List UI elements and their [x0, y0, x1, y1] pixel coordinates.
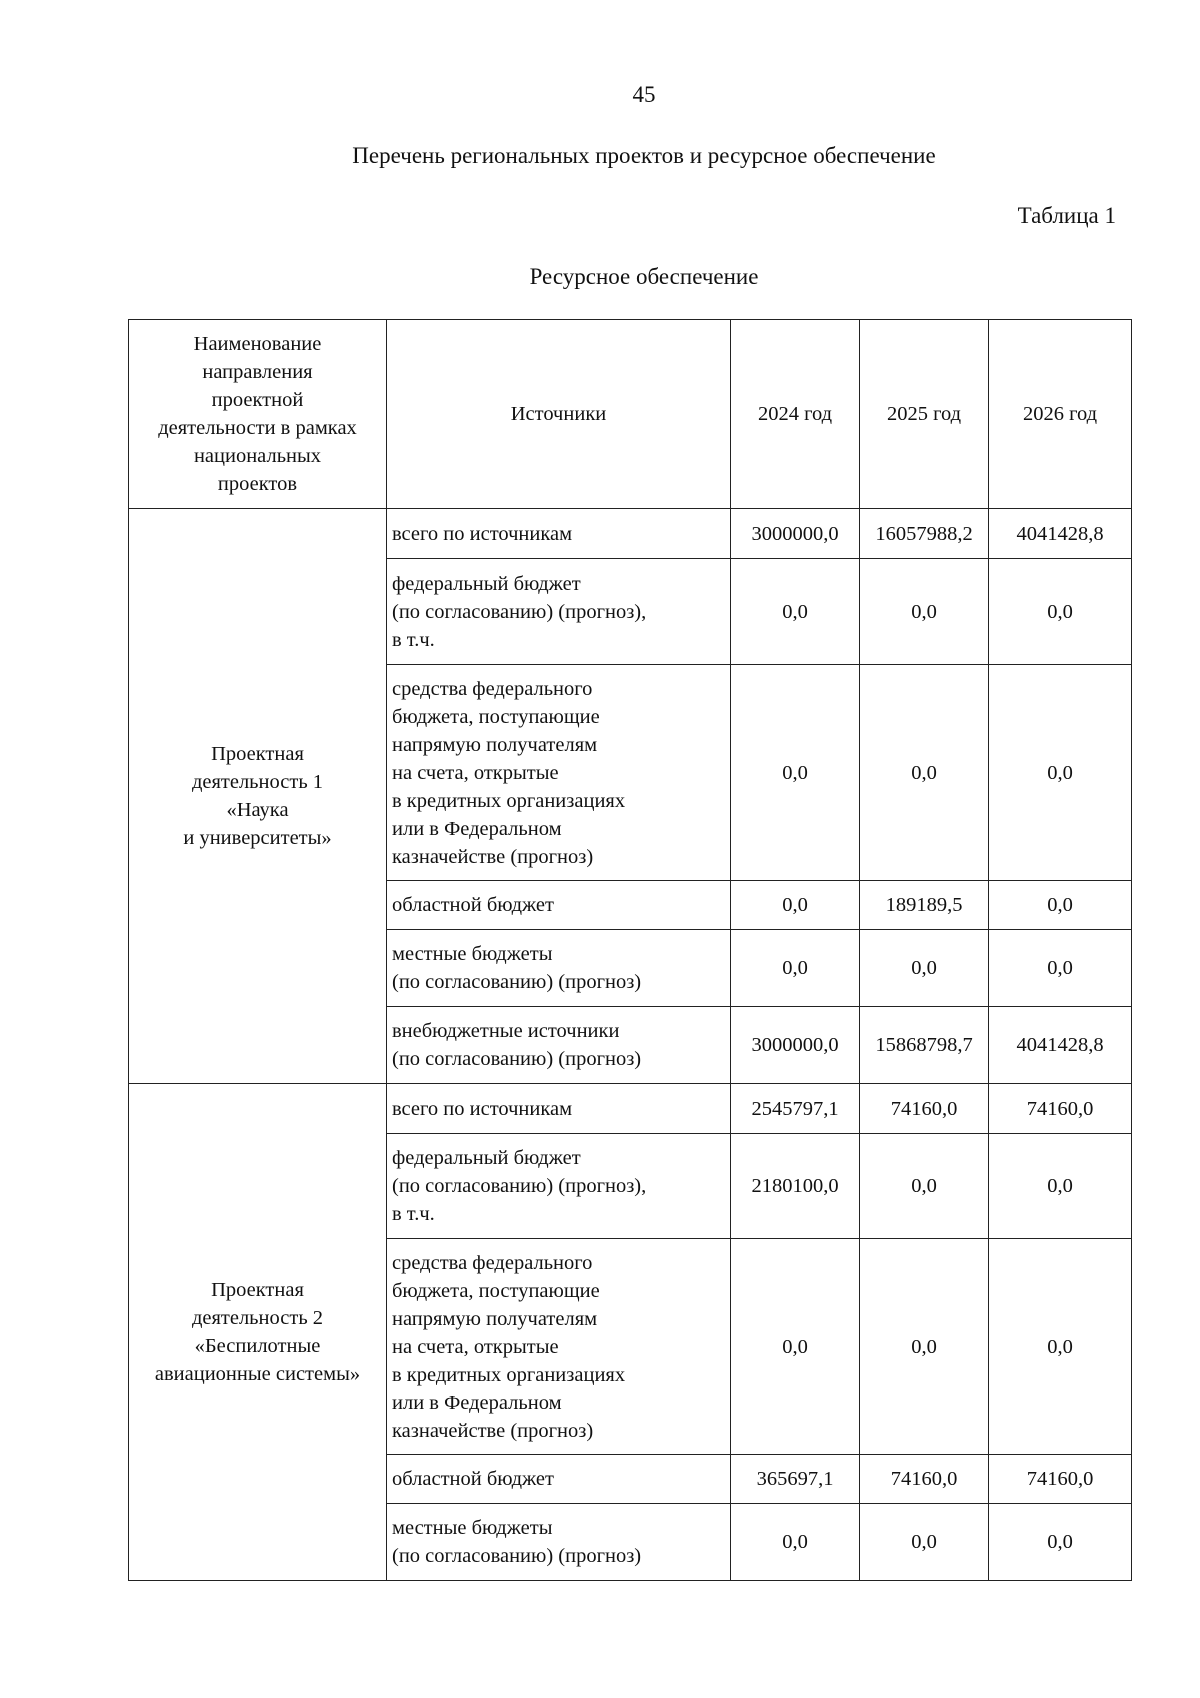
value-2025-cell: 0,0 — [860, 1134, 989, 1239]
value-2025-cell: 0,0 — [860, 1504, 989, 1581]
value-2026-cell: 0,0 — [989, 881, 1132, 930]
value-2025-cell: 0,0 — [860, 559, 989, 665]
source-cell: федеральный бюджет (по согласованию) (прогноз), в т.ч. — [387, 1134, 731, 1239]
value-2025-cell: 74160,0 — [860, 1084, 989, 1134]
source-cell: средства федерального бюджета, поступающие напрямую получателям на счета, открытые в кредитных организациях или в Федеральном казначействе (прогноз) — [387, 665, 731, 881]
value-2026-cell: 0,0 — [989, 1239, 1132, 1455]
value-2026-cell: 0,0 — [989, 559, 1132, 665]
value-2024-cell: 365697,1 — [731, 1455, 860, 1504]
value-2024-cell: 2545797,1 — [731, 1084, 860, 1134]
source-cell: местные бюджеты (по согласованию) (прогноз) — [387, 1504, 731, 1581]
value-2024-cell: 2180100,0 — [731, 1134, 860, 1239]
value-2026-cell: 0,0 — [989, 665, 1132, 881]
table-label: Таблица 1 — [1017, 203, 1116, 228]
value-2026-cell: 4041428,8 — [989, 1007, 1132, 1084]
header-2024: 2024 год — [731, 320, 860, 509]
header-2026: 2026 год — [989, 320, 1132, 509]
page-number: 45 — [632, 82, 656, 107]
resource-table — [128, 319, 1132, 1581]
table-caption: Ресурсное обеспечение — [529, 264, 759, 289]
source-cell: всего по источникам — [387, 509, 731, 559]
header-sources: Источники — [387, 320, 731, 509]
value-2026-cell: 74160,0 — [989, 1455, 1132, 1504]
project-name-cell: Проектная деятельность 2 «Беспилотные авиационные системы» — [129, 1084, 387, 1581]
source-cell: областной бюджет — [387, 1455, 731, 1504]
value-2026-cell: 74160,0 — [989, 1084, 1132, 1134]
value-2024-cell: 0,0 — [731, 881, 860, 930]
value-2024-cell: 0,0 — [731, 559, 860, 665]
value-2026-cell: 0,0 — [989, 1504, 1132, 1581]
value-2026-cell: 0,0 — [989, 930, 1132, 1007]
value-2026-cell: 4041428,8 — [989, 509, 1132, 559]
source-cell: федеральный бюджет (по согласованию) (прогноз), в т.ч. — [387, 559, 731, 665]
source-cell: средства федерального бюджета, поступающие напрямую получателям на счета, открытые в кредитных организациях или в Федеральном казначействе (прогноз) — [387, 1239, 731, 1455]
value-2026-cell: 0,0 — [989, 1134, 1132, 1239]
value-2024-cell: 3000000,0 — [731, 509, 860, 559]
table-row — [129, 1084, 1132, 1134]
value-2024-cell: 0,0 — [731, 665, 860, 881]
value-2025-cell: 15868798,7 — [860, 1007, 989, 1084]
value-2025-cell: 0,0 — [860, 1239, 989, 1455]
value-2024-cell: 0,0 — [731, 1504, 860, 1581]
value-2025-cell: 0,0 — [860, 665, 989, 881]
table-row — [129, 509, 1132, 559]
header-project-name: Наименование направления проектной деятельности в рамках национальных проектов — [129, 320, 387, 509]
value-2025-cell: 74160,0 — [860, 1455, 989, 1504]
project-name-cell: Проектная деятельность 1 «Наука и университеты» — [129, 509, 387, 1084]
header-2025: 2025 год — [860, 320, 989, 509]
value-2024-cell: 0,0 — [731, 930, 860, 1007]
source-cell: всего по источникам — [387, 1084, 731, 1134]
document-title: Перечень региональных проектов и ресурсное обеспечение — [352, 143, 936, 168]
value-2024-cell: 0,0 — [731, 1239, 860, 1455]
source-cell: областной бюджет — [387, 881, 731, 930]
source-cell: внебюджетные источники (по согласованию) (прогноз) — [387, 1007, 731, 1084]
value-2025-cell: 0,0 — [860, 930, 989, 1007]
value-2024-cell: 3000000,0 — [731, 1007, 860, 1084]
value-2025-cell: 16057988,2 — [860, 509, 989, 559]
value-2025-cell: 189189,5 — [860, 881, 989, 930]
source-cell: местные бюджеты (по согласованию) (прогноз) — [387, 930, 731, 1007]
table-header-row — [129, 320, 1132, 509]
